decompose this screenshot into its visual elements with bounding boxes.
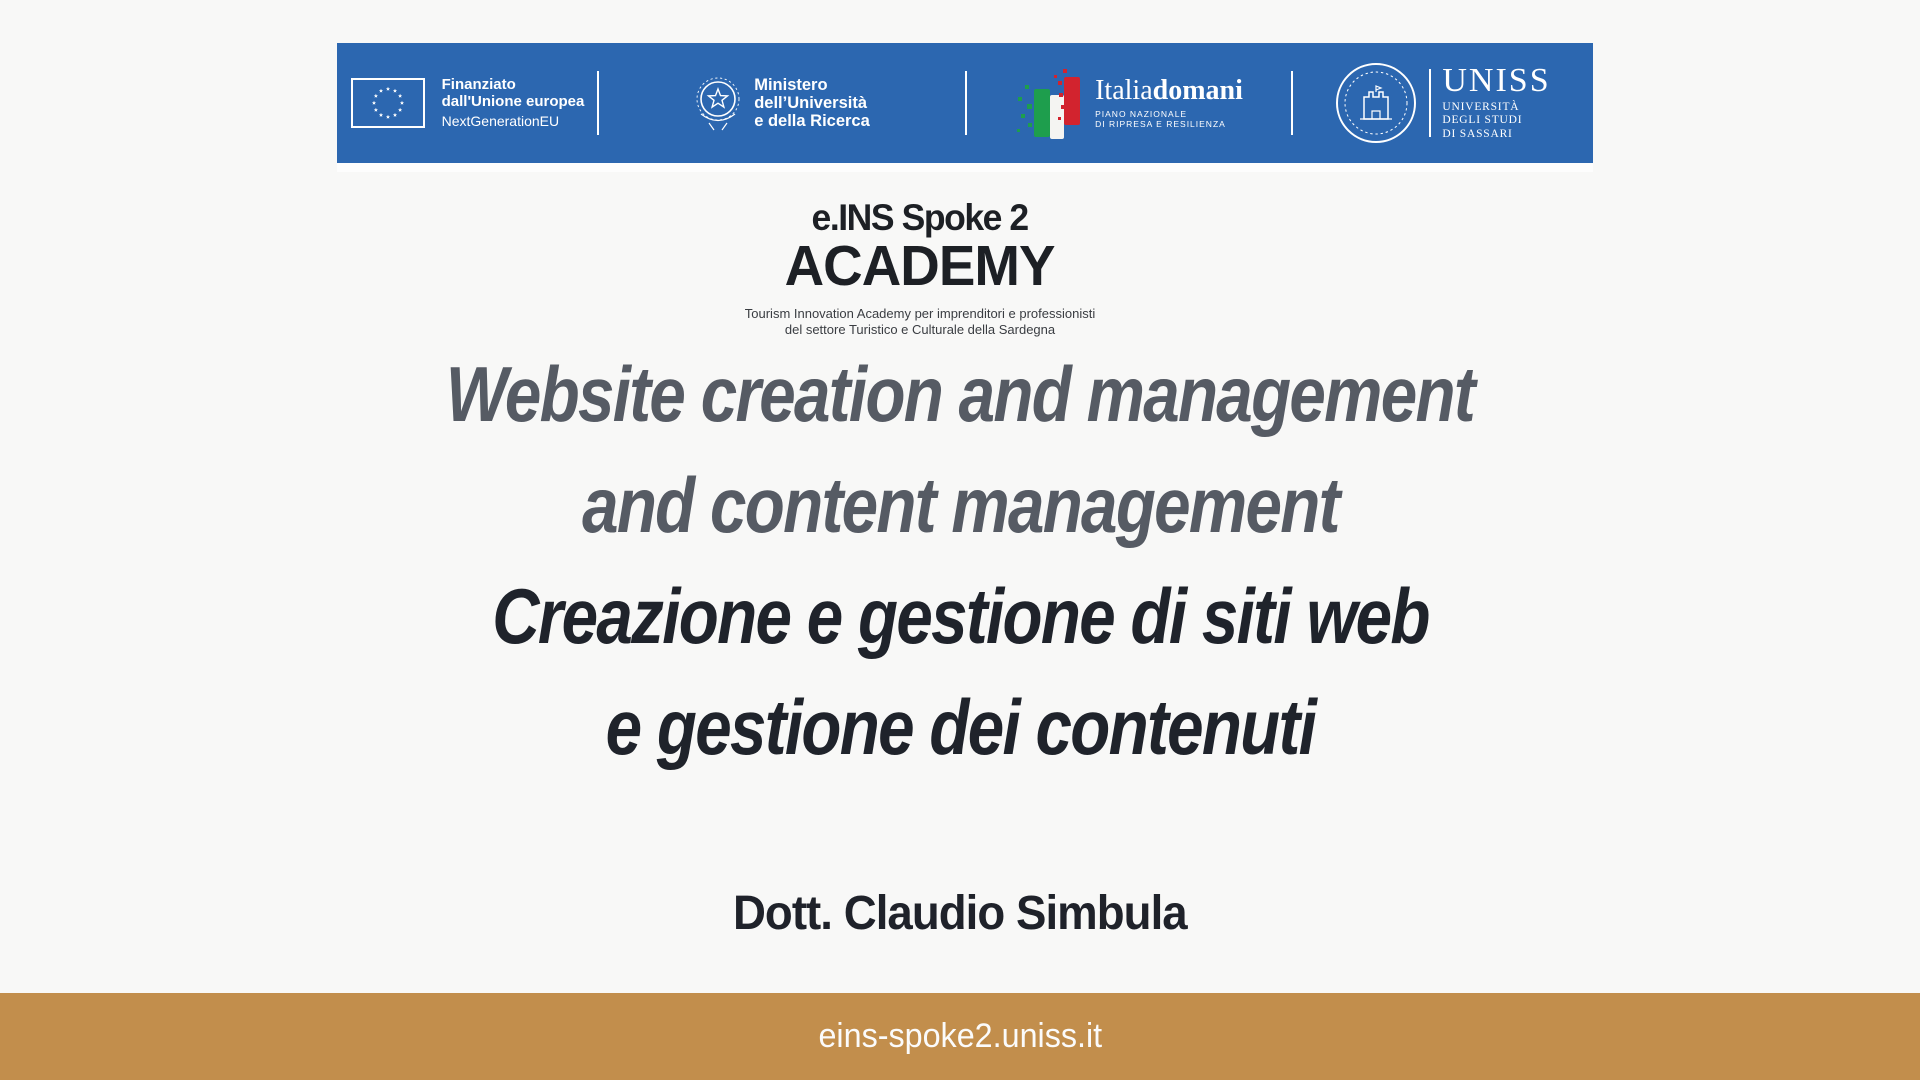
eu-funding-text bbox=[442, 76, 585, 130]
ministero-logo bbox=[598, 43, 966, 163]
uniss-divider bbox=[1429, 69, 1431, 137]
title-en-line1: Website creation and management bbox=[445, 350, 1475, 438]
ministero-line: e della Ricerca bbox=[754, 112, 870, 130]
eu-flag-icon bbox=[351, 78, 425, 128]
footer-url: eins-spoke2.uniss.it bbox=[818, 1017, 1102, 1055]
uniss-logo bbox=[1292, 43, 1593, 163]
course-title bbox=[0, 339, 1920, 783]
ministero-emblem-icon bbox=[694, 72, 742, 134]
eu-funding-logo bbox=[337, 43, 598, 163]
eu-funding-line: NextGenerationEU bbox=[441, 113, 560, 129]
uniss-sub-line: DEGLI STUDI bbox=[1442, 114, 1523, 127]
presenter-name: Dott. Claudio Simbula bbox=[733, 887, 1187, 940]
title-en-line2: and content management bbox=[581, 461, 1339, 549]
ministero-line: Ministero bbox=[754, 76, 828, 94]
title-it-line2: e gestione dei contenuti bbox=[605, 683, 1315, 771]
eu-funding-line: Finanziato bbox=[441, 76, 516, 93]
uniss-text bbox=[1442, 61, 1551, 142]
italiadomani-name: Italiadomani bbox=[1095, 75, 1243, 106]
banner-divider bbox=[965, 71, 967, 135]
banner-divider bbox=[597, 71, 599, 135]
ministero-line: dell’Università bbox=[754, 94, 867, 112]
academy-logo-line2: ACADEMY bbox=[785, 234, 1055, 298]
banner-divider bbox=[1291, 71, 1293, 135]
uniss-sub-line: DI SASSARI bbox=[1442, 127, 1513, 140]
academy-tagline: Tourism Innovation Academy per imprenditori e professionisti del settore Turistico e Culturale della Sardegna bbox=[744, 306, 1096, 337]
uniss-sub-line: UNIVERSITÀ bbox=[1442, 100, 1520, 113]
academy-logo-line1: e.INS Spoke 2 bbox=[811, 197, 1029, 238]
eu-funding-line: dall'Unione europea bbox=[441, 93, 585, 110]
uniss-acronym: UNISS bbox=[1442, 61, 1551, 99]
uniss-seal-icon bbox=[1334, 61, 1418, 145]
italiadomani-logo bbox=[966, 43, 1292, 163]
footer-bar bbox=[0, 993, 1920, 1080]
italiadomani-flag-icon bbox=[1015, 67, 1085, 139]
ministero-text bbox=[754, 76, 870, 130]
banner-underline bbox=[337, 163, 1593, 172]
academy-logo bbox=[0, 198, 1880, 338]
italiadomani-text bbox=[1095, 77, 1243, 129]
title-it-line1: Creazione e gestione di siti web bbox=[491, 572, 1429, 660]
funding-banner bbox=[337, 43, 1593, 163]
italiadomani-subtitle: PIANO NAZIONALE DI RIPRESA E RESILIENZA bbox=[1095, 109, 1226, 129]
